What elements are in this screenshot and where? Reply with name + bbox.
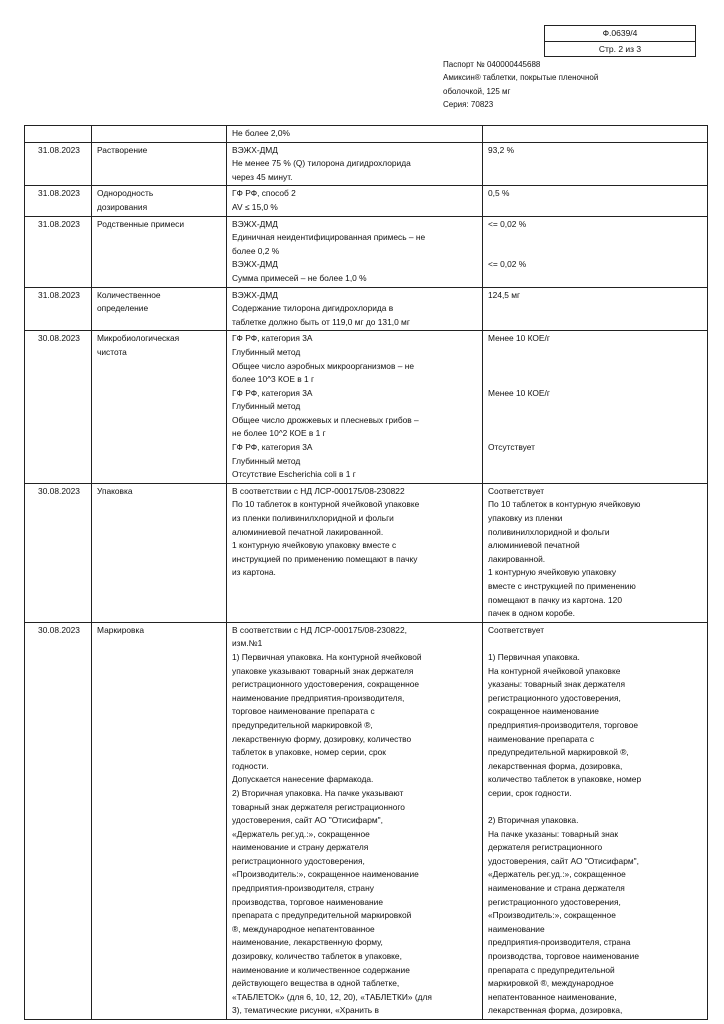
specification-line: Отсутствие Escherichia coli в 1 г [232, 469, 356, 480]
specification-line: из картона. [232, 567, 276, 578]
test-name-line: Количественное [97, 289, 161, 300]
result-line: По 10 таблеток в контурную ячейковую [488, 499, 641, 510]
specification-line: годности. [232, 760, 269, 771]
date-cell [25, 216, 92, 287]
date-text: 30.08.2023 [38, 624, 80, 635]
result-line [488, 373, 704, 387]
specification-line: Не более 2,0% [232, 128, 290, 138]
specification-line: 1) Первичная упаковка. На контурной ячейковой [232, 651, 422, 662]
specification-line: Сумма примесей – не более 1,0 % [232, 272, 367, 283]
result-line: предприятия-производителя, торговое [488, 719, 639, 730]
test-name-line: Однородность [97, 188, 154, 199]
result-line: «Держатель рег.уд.:», сокращенное [488, 869, 626, 880]
test-name-line: чистота [97, 346, 127, 357]
specification-line: По 10 таблеток в контурной ячейковой упаковке [232, 499, 420, 510]
result-cell [483, 331, 708, 484]
specification-line: торговое наименование препарата с [232, 706, 375, 717]
specification-cell [227, 126, 483, 143]
result-line: указаны: товарный знак держателя [488, 679, 626, 690]
result-line: <= 0,02 % [488, 218, 527, 229]
result-line: Менее 10 КОЕ/г [488, 333, 550, 344]
date-cell [25, 142, 92, 186]
table-row [25, 483, 708, 622]
specification-line: производства, торговое наименование [232, 896, 383, 907]
result-line [488, 272, 704, 286]
date-text: 30.08.2023 [38, 333, 80, 344]
result-cell [483, 216, 708, 287]
table-row [25, 216, 708, 287]
result-line: 124,5 мг [488, 289, 521, 300]
specification-line: препарата с предупредительной маркировкой [232, 910, 412, 921]
date-text [30, 127, 88, 141]
specification-line: 2) Вторичная упаковка. На пачке указывают [232, 787, 404, 798]
result-line: <= 0,02 % [488, 259, 527, 270]
result-line: «Производитель:», сокращенное [488, 910, 616, 921]
specification-line: через 45 минут. [232, 171, 293, 182]
result-line [488, 427, 704, 441]
result-line: поливинилхлоридной и фольги [488, 526, 610, 537]
specification-cell [227, 142, 483, 186]
table-row [25, 331, 708, 484]
specification-cell [227, 622, 483, 1019]
result-line: Менее 10 КОЕ/г [488, 387, 550, 398]
result-cell [483, 287, 708, 331]
passport-block [443, 58, 598, 111]
specification-line: таблетке должно быть от 119,0 мг до 131,0 мг [232, 316, 410, 327]
form-code: Ф.0639/4 [545, 26, 695, 42]
specification-line: 1 контурную ячейковую упаковку вместе с [232, 540, 397, 551]
result-cell [483, 186, 708, 216]
result-line: предупредительной маркировкой ®, [488, 747, 629, 758]
specification-line: Глубинный метод [232, 455, 301, 466]
passport-line: Паспорт № 040000445688 [443, 60, 541, 69]
table-row [25, 287, 708, 331]
specification-line: ВЭЖХ-ДМД [232, 259, 278, 270]
specification-line: дозировку, количество таблеток в упаковке, [232, 951, 402, 962]
result-line [488, 637, 704, 651]
specification-line: Общее число дрожжевых и плесневых грибов – [232, 414, 419, 425]
result-line: 93,2 % [488, 144, 515, 155]
specification-cell [227, 483, 483, 622]
result-line: вместе с инструкцией по применению [488, 581, 636, 591]
result-line [488, 346, 704, 360]
result-line: лакированной. [488, 553, 546, 564]
result-line: 1 контурную ячейковую упаковку [488, 567, 617, 578]
result-cell [483, 622, 708, 1019]
result-line: регистрационного удостоверения, [488, 692, 621, 703]
specification-line: Содержание тилорона дигидрохлорида в [232, 303, 394, 314]
result-cell [483, 126, 708, 143]
table-row [25, 622, 708, 1019]
specification-line: алюминиевой печатной лакированной. [232, 526, 384, 537]
test-name-line: Растворение [97, 144, 148, 155]
specification-line: наименование, лекарственную форму, [232, 937, 383, 948]
date-cell [25, 186, 92, 216]
specification-line: из пленки поливинилхлоридной и фольги [232, 513, 394, 524]
specification-line: таблеток в упаковке, номер серии, срок [232, 747, 386, 758]
specification-line: удостоверения, сайт АО "Отисифарм", [232, 815, 383, 826]
specification-line: ВЭЖХ-ДМД [232, 144, 278, 155]
result-line [488, 360, 704, 374]
specification-line: предупредительной маркировкой ®, [232, 719, 373, 730]
result-line: упаковку из пленки [488, 513, 563, 524]
result-line: препарата с предупредительной [488, 964, 615, 975]
result-line: Отсутствует [488, 442, 535, 453]
specification-line: «ТАБЛЕТОК» (для 6, 10, 12, 20), «ТАБЛЕТКИ» (для [232, 991, 432, 1002]
specification-line: В соответствии с НД ЛСР-000175/08-230822, [232, 624, 407, 635]
result-line: пачек в одном коробе. [488, 608, 575, 619]
specification-line: предприятия-производителя, страну [232, 883, 374, 894]
specification-line: лекарственную форму, дозировку, количество [232, 733, 412, 744]
passport-line: Амиксин® таблетки, покрытые пленочной [443, 73, 599, 83]
test-name-cell [92, 186, 227, 216]
specification-line: не более 10^2 КОЕ в 1 г [232, 428, 326, 439]
test-name-cell [92, 331, 227, 484]
specification-line: «Производитель:», сокращенное наименование [232, 869, 419, 880]
date-text: 31.08.2023 [38, 289, 80, 300]
result-line [488, 400, 704, 414]
result-line: 2) Вторичная упаковка. [488, 815, 579, 826]
page-number: Стр. 2 из 3 [598, 44, 642, 54]
date-cell [25, 331, 92, 484]
date-cell [25, 622, 92, 1019]
result-line: наименование [488, 923, 545, 934]
passport-line: оболочкой, 125 мг [443, 86, 511, 96]
date-text: 31.08.2023 [38, 218, 80, 229]
date-text: 30.08.2023 [38, 485, 80, 496]
specification-line: инструкцией по применению помещают в пачку [232, 553, 418, 564]
result-line: 0,5 % [488, 188, 510, 199]
result-line: держателя регистрационного [488, 842, 603, 853]
test-name-cell [92, 126, 227, 143]
date-text: 31.08.2023 [38, 188, 80, 199]
result-line: количество таблеток в упаковке, номер [488, 774, 642, 785]
passport-line: Серия: 70823 [443, 99, 494, 109]
result-line: алюминиевой печатной [488, 540, 580, 551]
result-line: На пачке указаны: товарный знак [488, 828, 619, 839]
result-line: наименование препарата с [488, 733, 595, 744]
result-line: предприятия-производителя, страна [488, 937, 631, 948]
form-code-box [544, 25, 696, 57]
result-line [488, 231, 704, 245]
result-line [488, 245, 704, 259]
specification-line: действующего вещества в одной таблетке, [232, 978, 400, 989]
result-line: удостоверения, сайт АО "Отисифарм", [488, 855, 639, 866]
result-line: лекарственная форма, дозировка, [488, 1005, 623, 1016]
table-row [25, 126, 708, 143]
test-name-line: Микробиологическая [97, 333, 180, 344]
specification-line: ®, международное непатентованное [232, 923, 375, 934]
specification-line: Глубинный метод [232, 401, 301, 412]
result-line: регистрационного удостоверения, [488, 896, 621, 907]
specification-cell [227, 331, 483, 484]
specification-line: AV ≤ 15,0 % [232, 201, 278, 212]
specification-line: Допускается нанесение фармакода. [232, 774, 374, 785]
specification-cell [227, 216, 483, 287]
specification-line: изм.№1 [232, 638, 263, 649]
result-line: Соответствует [488, 485, 545, 496]
test-name-line: дозирования [97, 201, 148, 212]
result-line: сокращенное наименование [488, 706, 599, 717]
result-line: производства, торговое наименование [488, 951, 639, 962]
date-cell [25, 483, 92, 622]
test-name-line: Маркировка [97, 624, 144, 635]
result-line [488, 414, 704, 428]
table-row [25, 142, 708, 186]
specification-line: ГФ РФ, категория 3А [232, 387, 313, 398]
test-name-line: определение [97, 303, 149, 314]
result-line [488, 468, 704, 482]
specification-line: ГФ РФ, категория 3А [232, 333, 313, 344]
specification-line: Общее число аэробных микроорганизмов – не [232, 360, 415, 371]
table-row [25, 186, 708, 216]
test-name-line: Родственные примеси [97, 218, 185, 229]
specification-line: наименование и страну держателя [232, 842, 369, 853]
specification-line: наименование предприятия-производителя, [232, 692, 405, 703]
date-text: 31.08.2023 [38, 144, 80, 155]
specification-line: Единичная неидентифицированная примесь – не [232, 232, 426, 243]
test-name-cell [92, 216, 227, 287]
result-line [488, 455, 704, 469]
date-cell [25, 126, 92, 143]
specification-line: ГФ РФ, категория 3А [232, 442, 313, 453]
result-line [488, 801, 704, 815]
result-line: 1) Первичная упаковка. [488, 651, 580, 662]
result-line: На контурной ячейковой упаковке [488, 665, 621, 676]
specification-line: упаковке указывают товарный знак держателя [232, 665, 414, 676]
result-line: серии, срок годности. [488, 787, 572, 798]
specification-line: ВЭЖХ-ДМД [232, 289, 278, 300]
result-line: лекарственная форма, дозировка, [488, 760, 623, 771]
test-results-table [24, 125, 708, 1020]
specification-line: ВЭЖХ-ДМД [232, 218, 278, 229]
result-line: помещают в пачку из картона. 120 [488, 594, 622, 605]
test-name-line: Упаковка [97, 485, 133, 496]
specification-line: наименование и количественное содержание [232, 964, 410, 975]
table-body [25, 126, 708, 1020]
date-cell [25, 287, 92, 331]
specification-line: В соответствии с НД ЛСР-000175/08-230822 [232, 485, 405, 496]
specification-line: 3), тематические рисунки, «Хранить в [232, 1005, 379, 1016]
specification-line: регистрационного удостоверения, [232, 855, 365, 866]
specification-line: регистрационного удостоверения, сокращенное [232, 679, 420, 690]
specification-cell [227, 186, 483, 216]
test-name-cell [92, 483, 227, 622]
result-line: наименование и страна держателя [488, 883, 625, 894]
result-line: непатентованное наименование, [488, 991, 617, 1002]
test-name-cell [92, 622, 227, 1019]
specification-line: Не менее 75 % (Q) тилорона дигидрохлорида [232, 158, 411, 169]
test-name-cell [92, 142, 227, 186]
result-cell [483, 142, 708, 186]
specification-line: «Держатель рег.уд.:», сокращенное [232, 828, 370, 839]
specification-line: ГФ РФ, способ 2 [232, 188, 296, 199]
test-name-cell [92, 287, 227, 331]
specification-line: более 10^3 КОЕ в 1 г [232, 374, 315, 385]
specification-cell [227, 287, 483, 331]
specification-line: более 0,2 % [232, 245, 280, 256]
result-line: маркировкой ®, международное [488, 978, 614, 989]
specification-line: Глубинный метод [232, 346, 301, 357]
specification-line: товарный знак держателя регистрационного [232, 801, 405, 812]
result-cell [483, 483, 708, 622]
result-line: Соответствует [488, 624, 545, 635]
